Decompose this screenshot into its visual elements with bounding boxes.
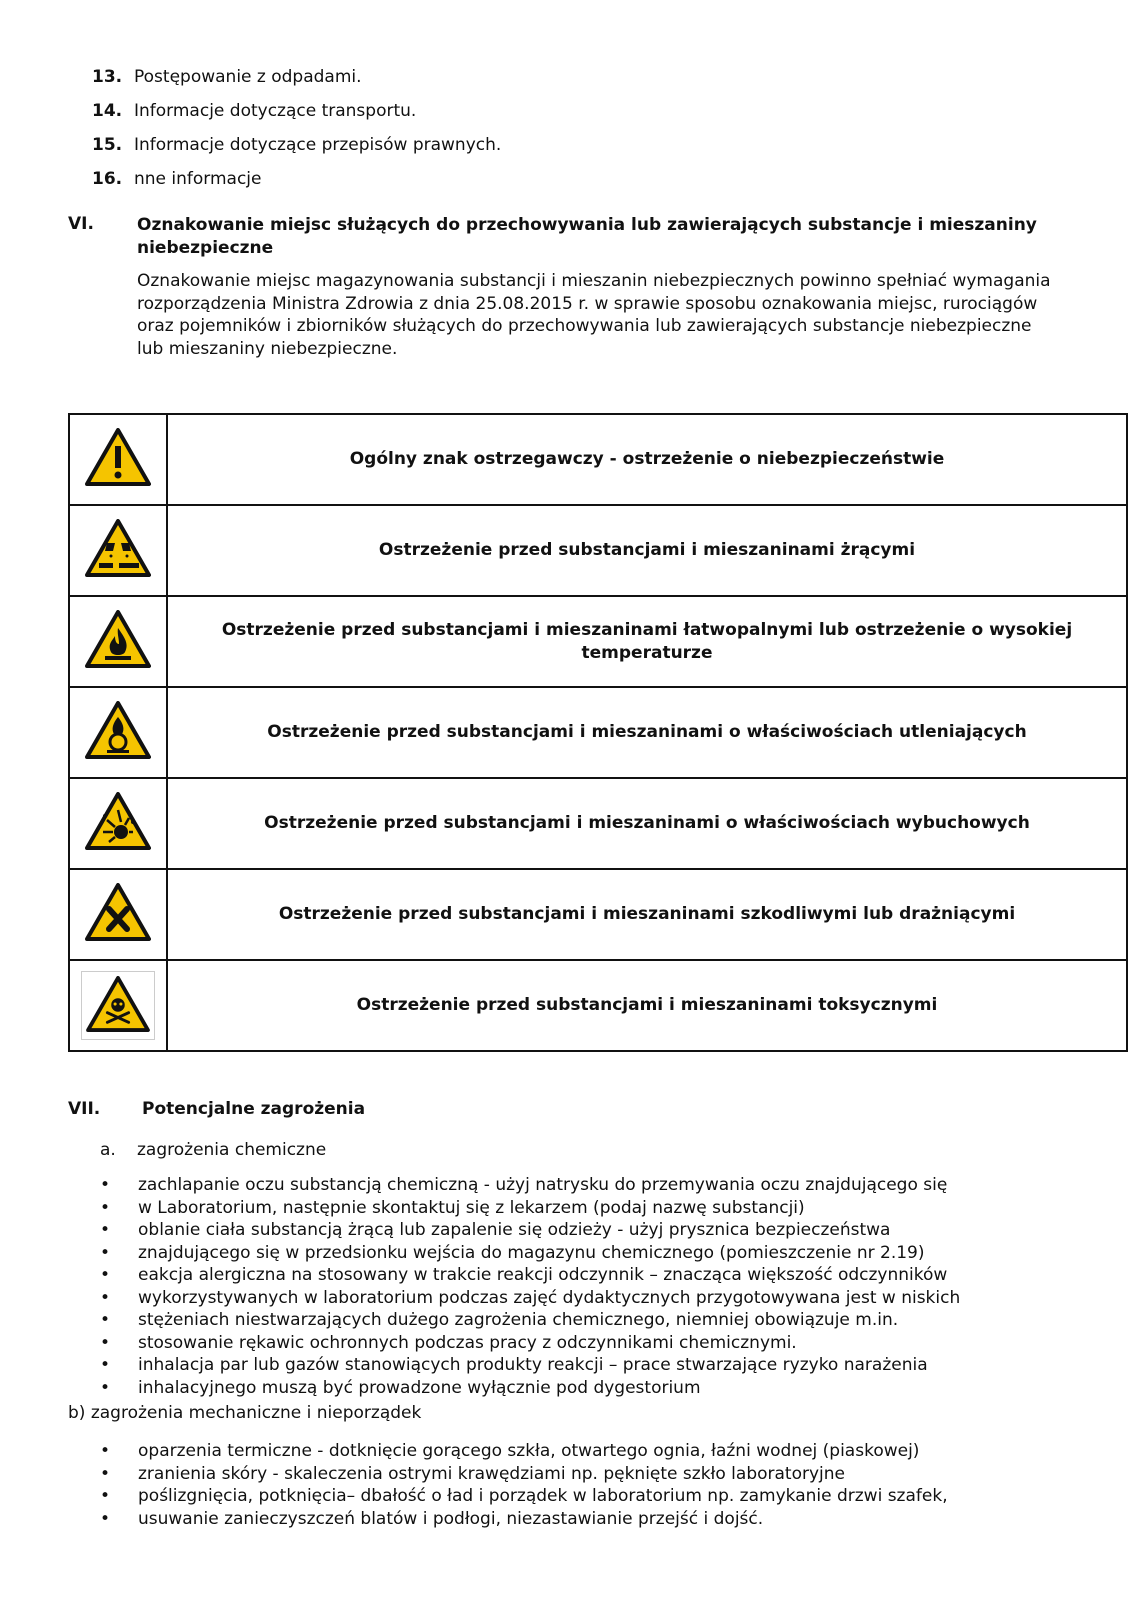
list-item: • oparzenia termiczne - dotknięcie gorącego szkła, otwartego ognia, łaźni wodnej (piaskowej) xyxy=(100,1440,948,1463)
table-row xyxy=(69,596,1127,687)
list-item: • usuwanie zanieczyszczeń blatów i podłogi, niezastawianie przejść i dojść. xyxy=(100,1508,948,1531)
mechanical-hazards-list xyxy=(100,1440,948,1530)
section-vi-title-line1: Oznakowanie miejsc służących do przechowywania lub zawierających substancje i mieszaniny xyxy=(137,215,1037,235)
body-line: lub mieszaniny niebezpieczne. xyxy=(137,338,398,359)
sign-icon-cell xyxy=(69,505,167,596)
sign-icon-cell xyxy=(69,778,167,869)
item-text: Informacje dotyczące przepisów prawnych. xyxy=(134,135,502,155)
list-item: • eakcja alergiczna na stosowany w trakcie reakcji odczynnik – znacząca większość odczynników xyxy=(100,1264,960,1287)
list-item: • poślizgnięcia, potknięcia– dbałość o ład i porządek w laboratorium np. zamykanie drzwi szafek, xyxy=(100,1485,948,1508)
sign-icon-cell xyxy=(69,687,167,778)
sign-description: Ostrzeżenie przed substancjami i mieszaninami o właściwościach utleniających xyxy=(167,687,1127,778)
list-item: • zranienia skóry - skaleczenia ostrymi krawędziami np. pęknięte szkło laboratoryjne xyxy=(100,1463,948,1486)
sign-description: Ostrzeżenie przed substancjami i mieszaninami toksycznymi xyxy=(167,960,1127,1051)
list-item-13 xyxy=(92,64,362,90)
item-text: nne informacje xyxy=(134,169,262,189)
explosive-icon xyxy=(85,792,151,850)
body-line: Oznakowanie miejsc magazynowania substancji i mieszanin niebezpiecznych powinno spełniać wymagania xyxy=(137,271,1051,291)
item-text: Informacje dotyczące transportu. xyxy=(134,101,417,121)
item-number: 16. xyxy=(92,169,123,189)
section-vi-title-line2: niebezpieczne xyxy=(137,237,274,258)
body-line: oraz pojemników i zbiorników służących do przechowywania lub zawierających substancje niebezpieczne xyxy=(137,316,1032,336)
list-item: • stosowanie rękawic ochronnych podczas pracy z odczynnikami chemicznymi. xyxy=(100,1332,960,1355)
item-number: 13. xyxy=(92,67,123,87)
list-item-16 xyxy=(92,166,262,192)
oxidizing-icon xyxy=(85,701,151,759)
section-vii-title: Potencjalne zagrożenia xyxy=(142,1099,366,1119)
list-item: • w Laboratorium, następnie skontaktuj się z lekarzem (podaj nazwę substancji) xyxy=(100,1197,960,1220)
list-item: • oblanie ciała substancją żrącą lub zapalenie się odzieży - użyj prysznica bezpieczeństwa xyxy=(100,1219,960,1242)
table-row xyxy=(69,778,1127,869)
table-row xyxy=(69,414,1127,505)
subsection-a-title: zagrożenia chemiczne xyxy=(137,1140,327,1160)
list-item: • stężeniach niestwarzających dużego zagrożenia chemicznego, niemniej obowiązuje m.in. xyxy=(100,1309,960,1332)
section-vi-body xyxy=(137,270,1117,360)
sign-description: Ostrzeżenie przed substancjami i mieszaninami szkodliwymi lub drażniącymi xyxy=(167,869,1127,960)
sign-icon-cell xyxy=(69,414,167,505)
list-item: • wykorzystywanych w laboratorium podczas zajęć dydaktycznych przygotowywana jest w niskich xyxy=(100,1287,960,1310)
sign-description: Ostrzeżenie przed substancjami i mieszaninami o właściwościach wybuchowych xyxy=(167,778,1127,869)
list-item: • znajdującego się w przedsionku wejścia do magazynu chemicznego (pomieszczenie nr 2.19) xyxy=(100,1242,960,1265)
sign-description: Ostrzeżenie przed substancjami i mieszaninami żrącymi xyxy=(167,505,1127,596)
table-row xyxy=(69,505,1127,596)
flammable-icon xyxy=(85,610,151,668)
item-number: 15. xyxy=(92,135,123,155)
section-vi-title xyxy=(137,214,1107,259)
toxic-icon xyxy=(86,976,150,1032)
list-item: • inhalacyjnego muszą być prowadzone wyłącznie pod dygestorium xyxy=(100,1377,960,1400)
section-vii-number: VII. xyxy=(68,1099,101,1119)
list-item: • inhalacja par lub gazów stanowiących produkty reakcji – prace stwarzające ryzyko narażenia xyxy=(100,1354,960,1377)
corrosive-icon xyxy=(85,519,151,577)
harmful-irritant-icon xyxy=(85,883,151,941)
sign-icon-cell xyxy=(69,960,167,1051)
subsection-b-title: b) zagrożenia mechaniczne i nieporządek xyxy=(68,1403,422,1423)
sign-icon-cell xyxy=(69,869,167,960)
list-item-15 xyxy=(92,132,501,158)
body-line: rozporządzenia Ministra Zdrowia z dnia 25.08.2015 r. w sprawie sposobu oznakowania miejsc, rurociągów xyxy=(137,293,1038,314)
general-warning-icon xyxy=(85,428,151,486)
sign-description: Ogólny znak ostrzegawczy - ostrzeżenie o niebezpieczeństwie xyxy=(167,414,1127,505)
hazard-signs-table xyxy=(68,413,1128,1052)
sign-icon-cell xyxy=(69,596,167,687)
table-row xyxy=(69,869,1127,960)
list-item-14 xyxy=(92,98,416,124)
toxic-icon-frame xyxy=(81,971,155,1040)
sign-description: Ostrzeżenie przed substancjami i mieszaninami łatwopalnymi lub ostrzeżenie o wysokiej temperaturze xyxy=(167,596,1127,687)
item-text: Postępowanie z odpadami. xyxy=(134,67,362,87)
section-vi-number: VI. xyxy=(68,214,94,234)
table-row xyxy=(69,687,1127,778)
chemical-hazards-list xyxy=(100,1174,960,1399)
item-number: 14. xyxy=(92,101,123,121)
table-row xyxy=(69,960,1127,1051)
list-item: • zachlapanie oczu substancją chemiczną - użyj natrysku do przemywania oczu znajdującego się xyxy=(100,1174,960,1197)
subsection-a-letter: a. xyxy=(100,1140,116,1160)
